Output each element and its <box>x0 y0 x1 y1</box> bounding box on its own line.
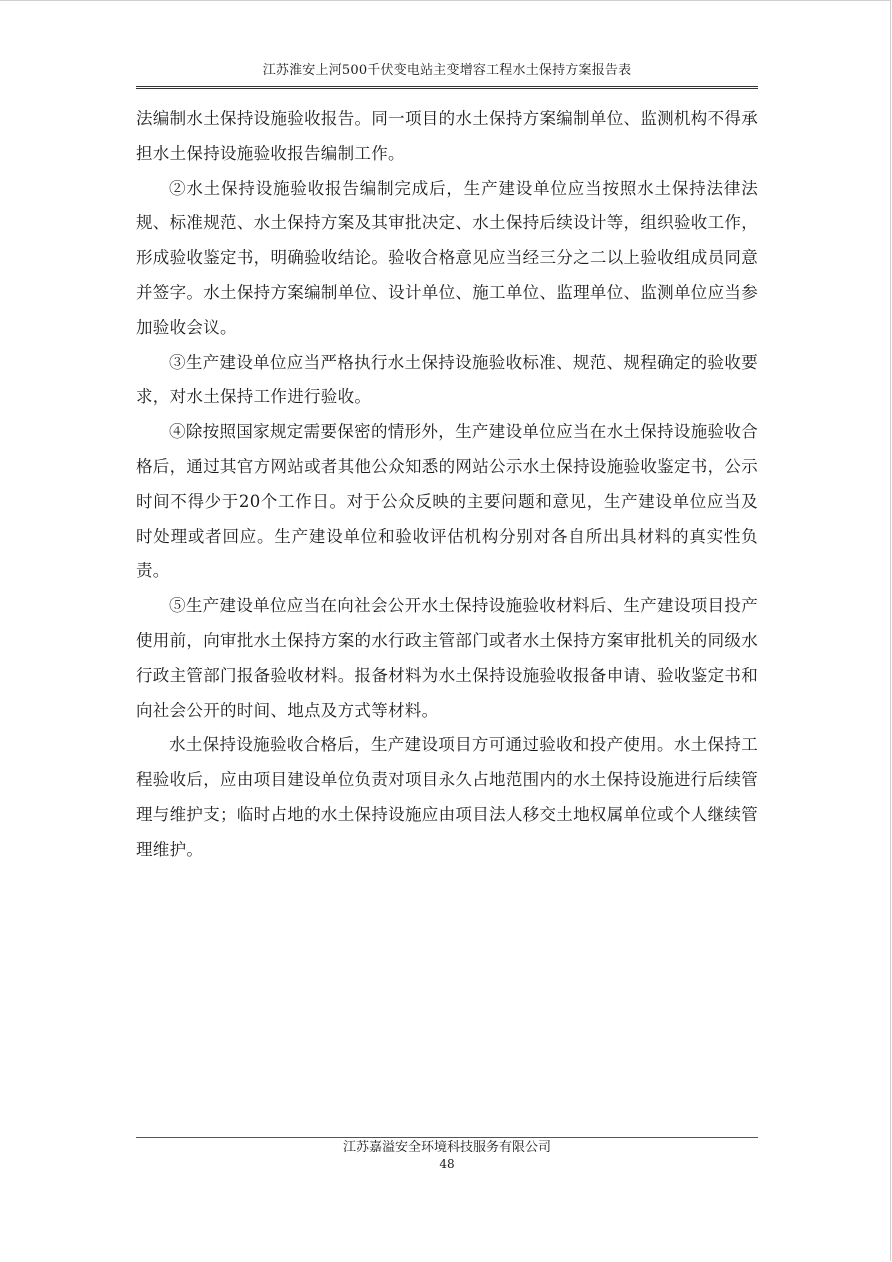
paragraph-item-2: ②水土保持设施验收报告编制完成后，生产建设单位应当按照水土保持法律法规、标准规范、水土保持方案及其审批决定、水土保持后续设计等，组织验收工作，形成验收鉴定书，明确验收结论。验收合格意见应当经三分之二以上验收组成员同意并签字。水土保持方案编制单位、设计单位、施工单位、监理单位、监测单位应当参加验收会议。 <box>136 178 758 337</box>
paragraph-continued: 法编制水土保持设施验收报告。同一项目的水土保持方案编制单位、监测机构不得承担水土保持设施验收报告编制工作。 <box>136 109 758 163</box>
body-text <box>136 102 758 868</box>
paragraph-item-4: ④除按照国家规定需要保密的情形外，生产建设单位应当在水土保持设施验收合格后，通过其官方网站或者其他公众知悉的网站公示水土保持设施验收鉴定书，公示时间不得少于20个工作日。对于公众反映的主要问题和意见，生产建设单位应当及时处理或者回应。生产建设单位和验收评估机构分别对各自所出具材料的真实性负责。 <box>136 422 758 581</box>
footer-company-name: 江苏嘉溢安全环境科技服务有限公司 <box>342 1140 551 1155</box>
paragraph-item-3: ③生产建设单位应当严格执行水土保持设施验收标准、规范、规程确定的验收要求，对水土保持工作进行验收。 <box>136 352 758 407</box>
paragraph-conclusion: 水土保持设施验收合格后，生产建设项目方可通过验收和投产使用。水土保持工程验收后，应由项目建设单位负责对项目永久占地范围内的水土保持设施进行后续管理与维护支；临时占地的水土保持设施应由项目法人移交土地权属单位或个人继续管理维护。 <box>136 735 758 859</box>
paragraph-item-5: ⑤生产建设单位应当在向社会公开水土保持设施验收材料后、生产建设项目投产使用前，向审批水土保持方案的水行政主管部门或者水土保持方案审批机关的同级水行政主管部门报备验收材料。报备材料为水土保持设施验收报备申请、验收鉴定书和向社会公开的时间、地点及方式等材料。 <box>136 596 758 720</box>
header-divider <box>136 86 758 89</box>
footer-divider <box>136 1137 758 1138</box>
page-number: 48 <box>439 1157 455 1171</box>
page-header-title: 江苏淮安上河500千伏变电站主变增容工程水土保持方案报告表 <box>262 63 632 78</box>
